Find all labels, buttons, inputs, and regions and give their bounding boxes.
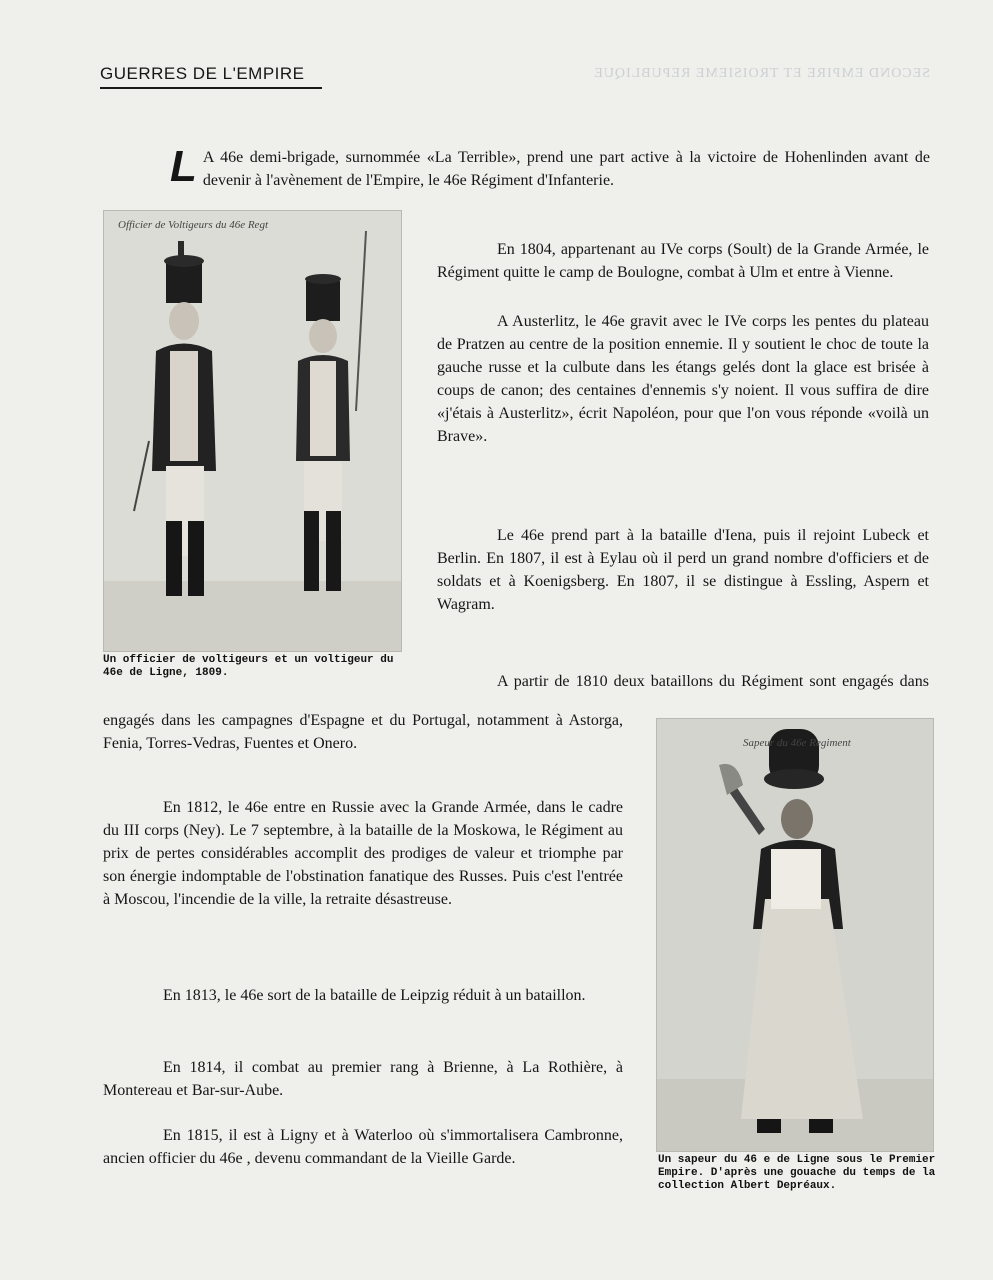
figure1-caption: Un officier de voltigeurs et un voltigeur du 46e de Ligne, 1809. bbox=[103, 654, 394, 679]
figure-sapeur bbox=[656, 718, 934, 1152]
paragraph-1812-text: En 1812, le 46e entre en Russie avec la Grande Armée, dans le cadre du III corps (Ney). Le 7 septembre, à la bataille de la Moskowa, le Régiment au prix de pertes considérables accomplit des prodiges de valeur et triomphe par son énergie indomptable de l'obstination fanatique des Russes. Puis c'est l'entrée à Moscou, l'incendie de la ville, la retraite désastreuse. bbox=[103, 799, 623, 908]
figure2-handwriting: Sapeur du 46e Regiment bbox=[743, 737, 851, 749]
figure1-handwriting: Officier de Voltigeurs du 46e Regt bbox=[118, 219, 268, 231]
paragraph-1814-text: En 1814, il combat au premier rang à Brienne, à La Rothière, à Montereau et Bar-sur-Aube. bbox=[103, 1059, 623, 1099]
drop-cap: L bbox=[170, 142, 197, 191]
page-header: GUERRES DE L'EMPIRE bbox=[100, 64, 322, 89]
paragraph-1810-text-cont: engagés dans les campagnes d'Espagne et du Portugal, notamment à Astorga, Fenia, Torres-Vedras, Fuentes et Onero. bbox=[103, 712, 623, 752]
paragraph-1813 bbox=[103, 984, 623, 1007]
intro-text: A 46e demi-brigade, surnommée «La Terrible», prend une part active à la victoire de Hohenlinden avant de devenir à l'avènement de l'Empire, le 46e Régiment d'Infanterie. bbox=[202, 149, 930, 189]
paragraph-1814 bbox=[103, 1056, 623, 1102]
paragraph-1815 bbox=[103, 1124, 623, 1170]
bleed-through-text: SECOND EMPIRE ET TROISIEME REPUBLIQUE bbox=[593, 66, 930, 81]
paragraph-austerlitz bbox=[437, 310, 929, 448]
figure2-caption: Un sapeur du 46 e de Ligne sous le Premier Empire. D'après une gouache du temps de la collection Albert Depréaux. bbox=[658, 1154, 936, 1192]
paragraph-1810-text: A partir de 1810 deux bataillons du Régiment sont engagés dans bbox=[497, 673, 929, 690]
paragraph-1804 bbox=[437, 238, 929, 284]
paragraph-1813-text: En 1813, le 46e sort de la bataille de Leipzig réduit à un bataillon. bbox=[163, 987, 586, 1004]
paragraph-iena bbox=[437, 524, 929, 616]
paragraph-iena-text: Le 46e prend part à la bataille d'Iena, puis il rejoint Lubeck et Berlin. En 1807, il est à Eylau où il perd un grand nombre d'officiers et de soldats et à Koenigsberg. En 1807, il se distingue à Essling, Aspern et Wagram. bbox=[437, 527, 929, 613]
paragraph-austerlitz-text: A Austerlitz, le 46e gravit avec le IVe corps les pentes du plateau de Pratzen au centre de la position ennemie. Il y soutient le choc de toute la gauche russe et la culbute dans les étangs gelés dont la glace est brisée à coups de canon; des centaines d'ennemis s'y noient. Il vous suffira de dire «j'étais à Austerlitz», écrit Napoléon, pour que l'on vous réponde «voilà un Brave». bbox=[437, 313, 929, 445]
paragraph-1815-text: En 1815, il est à Ligny et à Waterloo où s'immortalisera Cambronne, ancien officier du 46e , devenu commandant de la Vieille Garde. bbox=[103, 1127, 623, 1167]
paragraph-1810-continued bbox=[103, 709, 623, 755]
figure-officer-voltigeur bbox=[103, 210, 402, 652]
paragraph-1812 bbox=[103, 796, 623, 911]
paragraph-1810-first-line bbox=[437, 670, 929, 693]
paragraph-1804-text: En 1804, appartenant au IVe corps (Soult) de la Grande Armée, le Régiment quitte le camp de Boulogne, combat à Ulm et entre à Vienne. bbox=[437, 241, 929, 281]
intro-paragraph bbox=[170, 142, 930, 192]
